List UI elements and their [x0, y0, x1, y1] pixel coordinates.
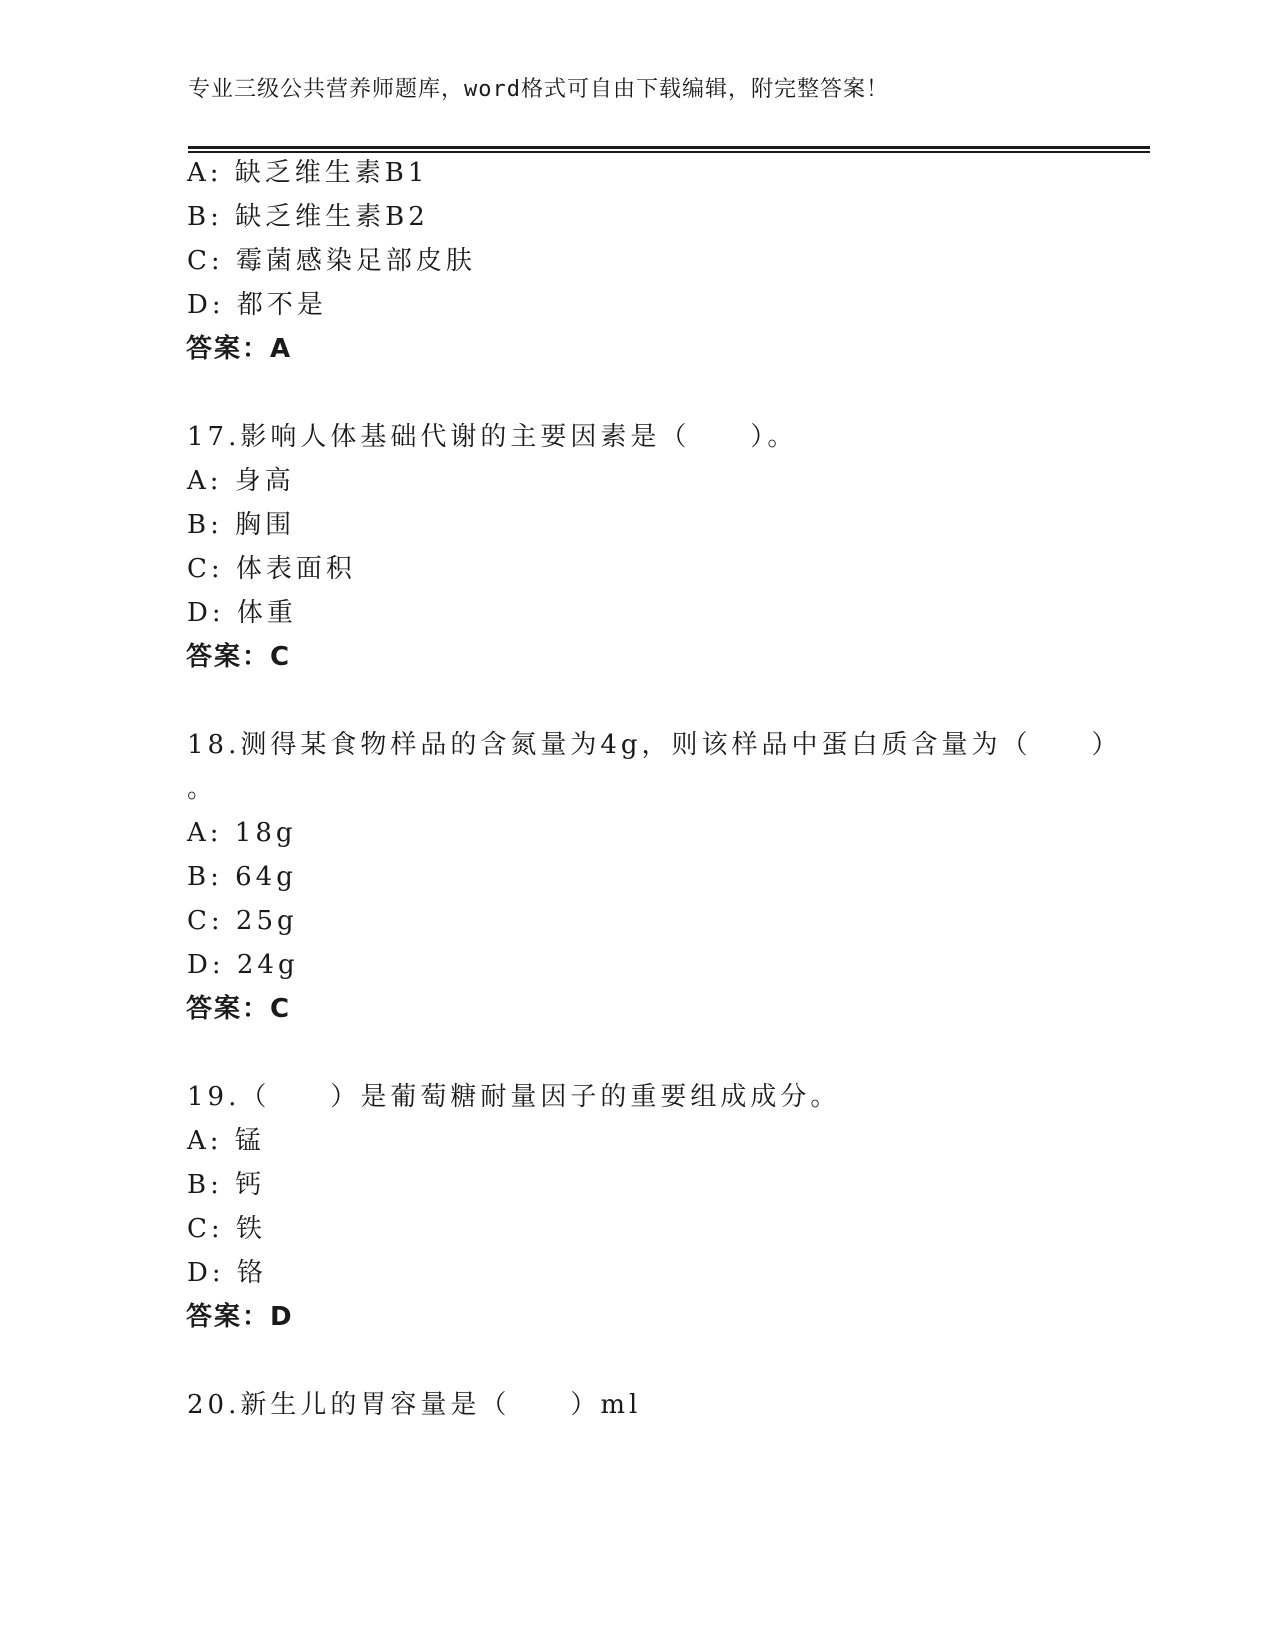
q17-option-a: A: 身高 [187, 466, 295, 496]
q17-answer: 答案：C [186, 642, 292, 672]
q20-stem: 20.新生儿的胃容量是（ ）ml [187, 1390, 642, 1420]
q19-option-c: C: 铁 [187, 1214, 266, 1244]
q19-option-a: A: 锰 [187, 1126, 265, 1156]
q17-stem: 17.影响人体基础代谢的主要因素是（ ）。 [187, 422, 798, 452]
q18-option-c: C: 25g [187, 906, 298, 936]
q18-stem-continuation: 。 [187, 774, 218, 804]
page-header: 专业三级公共营养师题库，word格式可自由下载编辑，附完整答案！ [188, 77, 889, 102]
q16-option-c: C: 霉菌感染足部皮肤 [187, 246, 476, 276]
q19-option-b: B: 钙 [187, 1170, 266, 1200]
q16-option-b: B: 缺乏维生素B2 [187, 202, 429, 232]
q16-answer: 答案：A [186, 334, 293, 364]
q18-option-a: A: 18g [187, 818, 297, 848]
q19-option-d: D: 铬 [187, 1258, 267, 1288]
header-rule-thin [188, 151, 1150, 153]
q19-answer: 答案：D [186, 1302, 294, 1332]
q16-option-d: D: 都不是 [187, 290, 327, 320]
q17-option-d: D: 体重 [187, 598, 297, 628]
q18-answer: 答案：C [186, 994, 292, 1024]
q18-option-d: D: 24g [187, 950, 299, 980]
header-rule-thick [188, 146, 1150, 149]
q18-option-b: B: 64g [187, 862, 297, 892]
q19-stem: 19.（ ）是葡萄糖耐量因子的重要组成成分。 [187, 1082, 841, 1112]
q17-option-b: B: 胸围 [187, 510, 296, 540]
q18-stem: 18.测得某食物样品的含氮量为4g，则该样品中蛋白质含量为（ ） [187, 730, 1122, 760]
q17-option-c: C: 体表面积 [187, 554, 356, 584]
q16-option-a: A: 缺乏维生素B1 [187, 158, 429, 188]
